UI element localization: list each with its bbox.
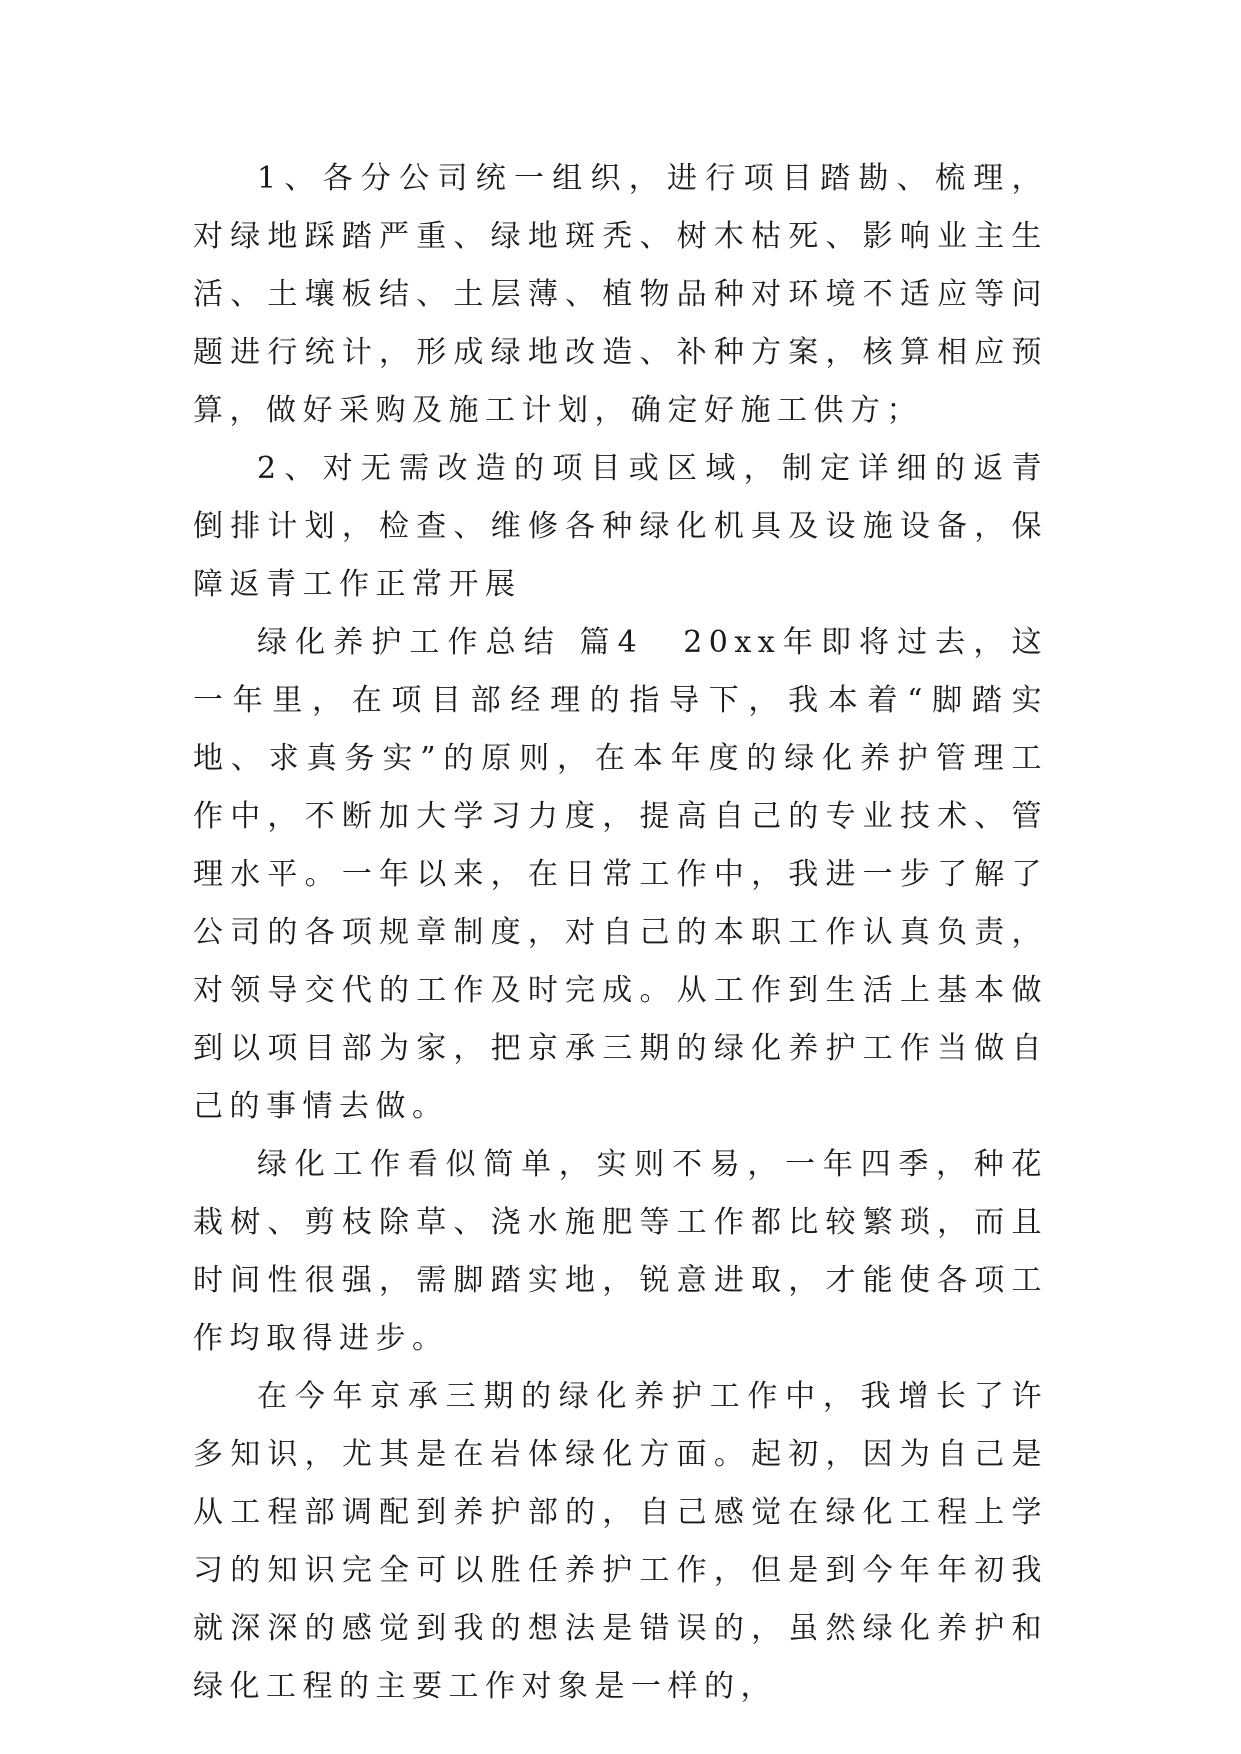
paragraph-item-1: 1、各分公司统一组织，进行项目踏勘、梳理，对绿地踩踏严重、绿地斑秃、树木枯死、影响业主生活、土壤板结、土层薄、植物品种对环境不适应等问题进行统计，形成绿地改造、补种方案，核算相应预算，做好采购及施工计划，确定好施工供方； [193, 161, 1048, 428]
paragraph-item-2: 2、对无需改造的项目或区域，制定详细的返青倒排计划，检查、维修各种绿化机具及设施设备，保障返青工作正常开展 [193, 451, 1048, 602]
section-paragraph [193, 614, 1048, 1136]
section-title: 绿化养护工作总结 篇4 [257, 625, 644, 660]
paragraph-work-simple: 绿化工作看似简单，实则不易，一年四季，种花栽树、剪枝除草、浇水施肥等工作都比较繁琐，而且时间性很强，需脚踏实地，锐意进取，才能使各项工作均取得进步。 [193, 1147, 1048, 1356]
section-body: 20xx年即将过去，这一年里，在项目部经理的指导下，我本着“脚踏实地、求真务实”的原则，在本年度的绿化养护管理工作中，不断加大学习力度，提高自己的专业技术、管理水平。一年以来，在日常工作中，我进一步了解了公司的各项规章制度，对自己的本职工作认真负责，对领导交代的工作及时完成。从工作到生活上基本做到以项目部为家，把京承三期的绿化养护工作当做自己的事情去做。 [193, 625, 1048, 1124]
paragraph-knowledge: 在今年京承三期的绿化养护工作中，我增长了许多知识，尤其是在岩体绿化方面。起初，因为自己是从工程部调配到养护部的，自己感觉在绿化工程上学习的知识完全可以胜任养护工作，但是到今年年初我就深深的感觉到我的想法是错误的，虽然绿化养护和绿化工程的主要工作对象是一样的， [193, 1379, 1048, 1704]
document-body [193, 150, 1048, 1716]
